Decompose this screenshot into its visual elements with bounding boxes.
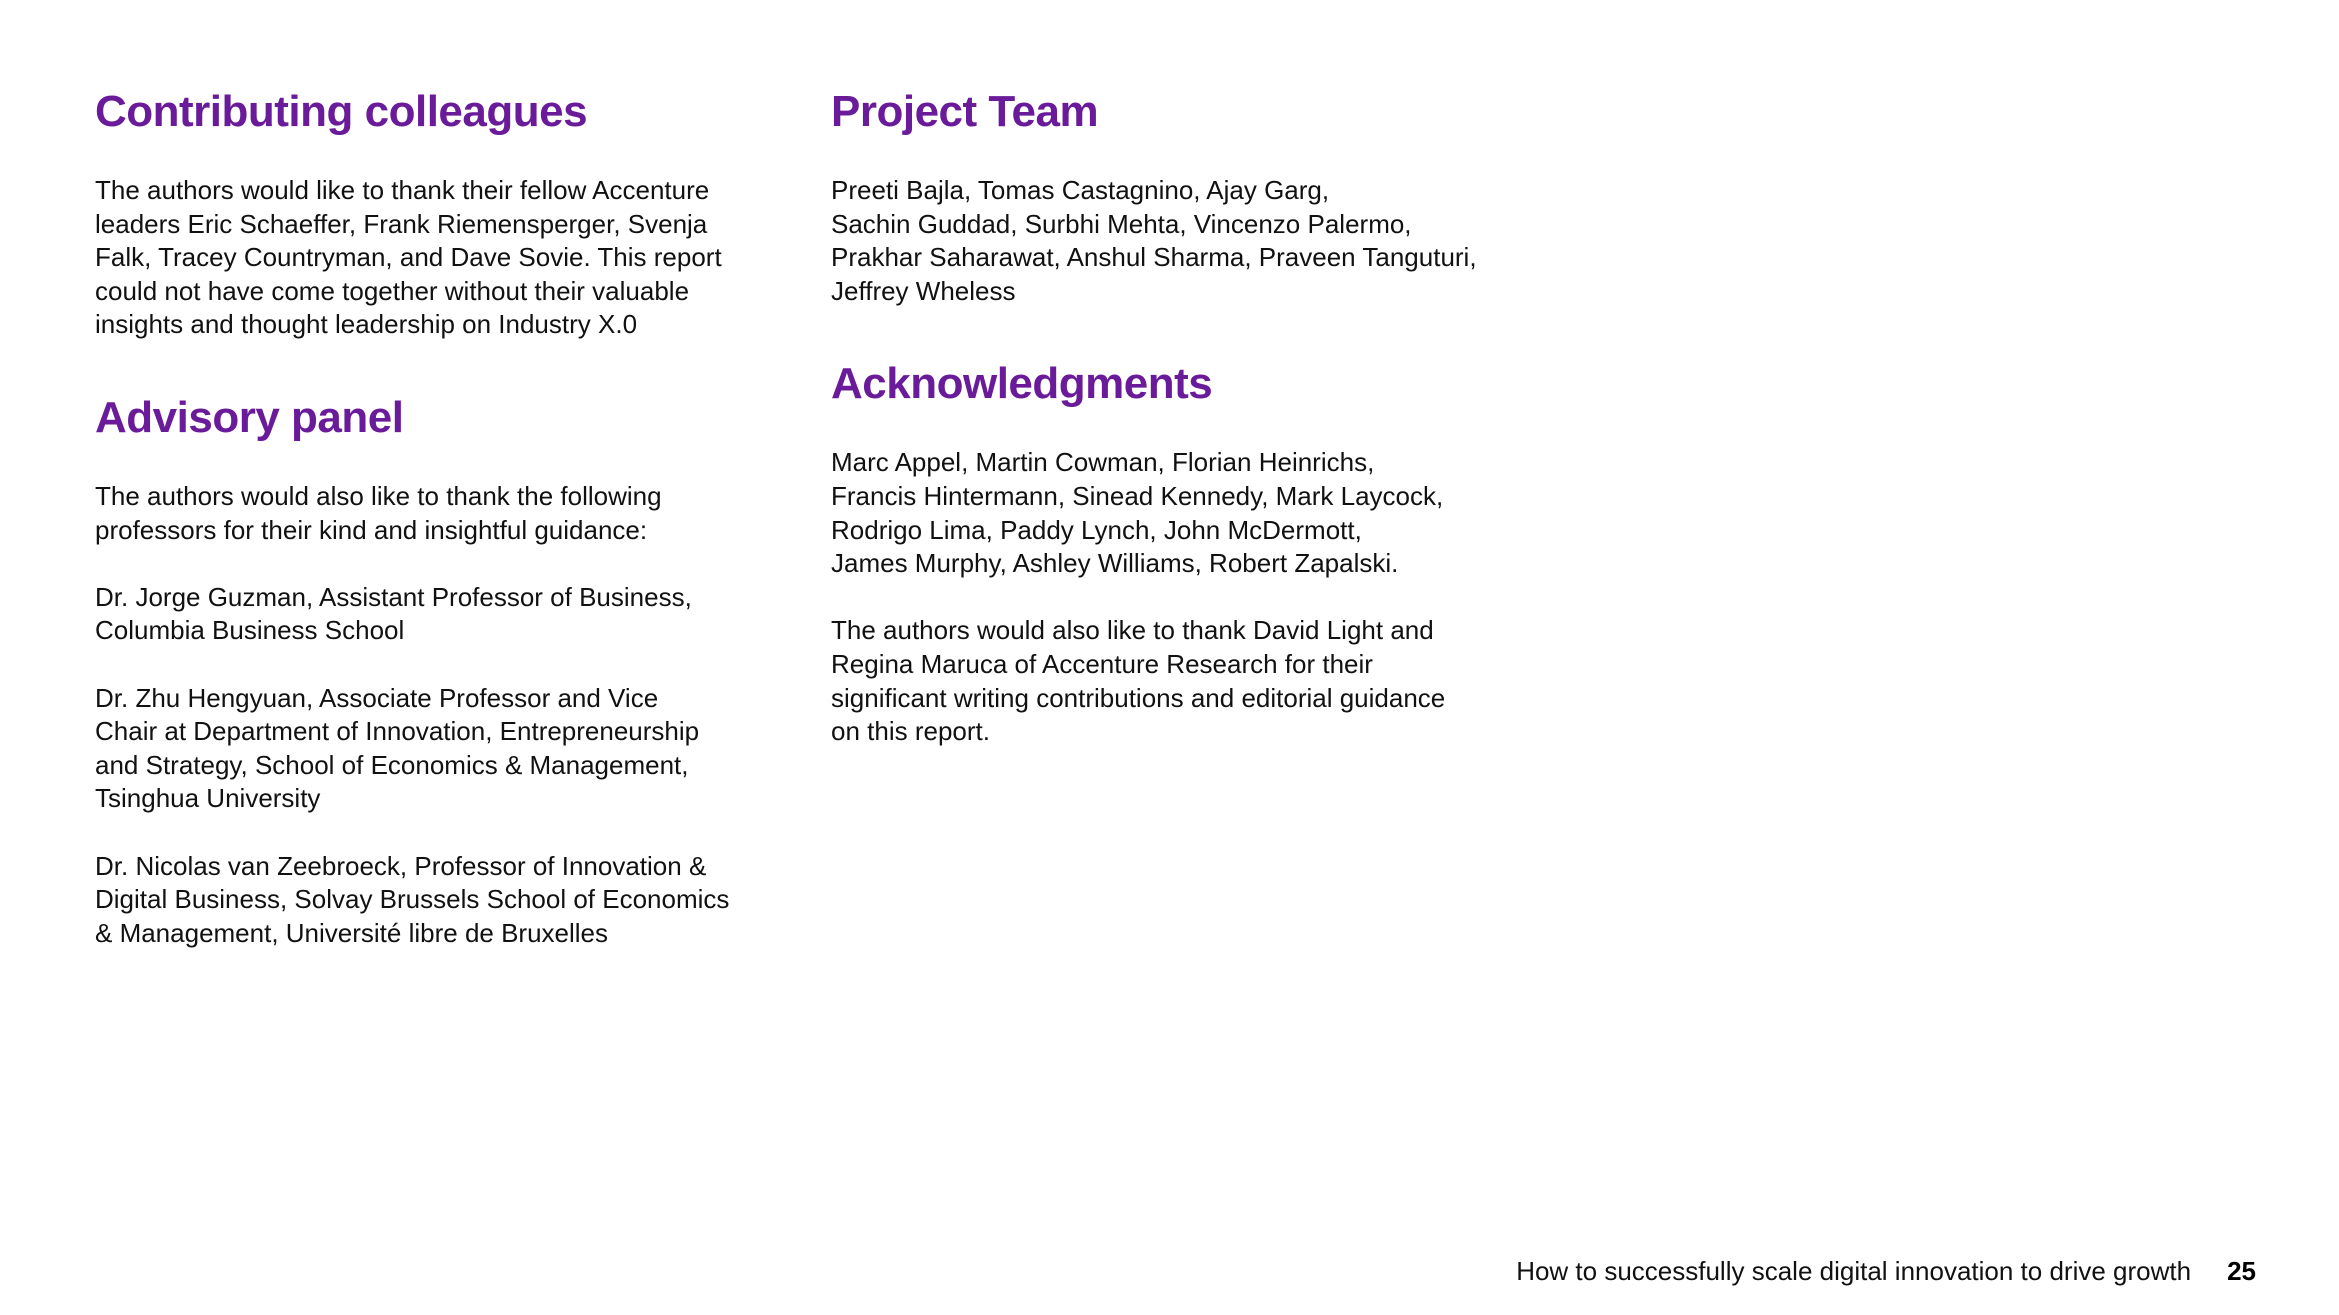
acknowledgments-heading: Acknowledgments (831, 359, 1213, 409)
contributing-colleagues-section (95, 84, 755, 342)
footer-title: How to successfully scale digital innovation to drive growth (1516, 1256, 2192, 1286)
page-footer (1516, 1254, 2256, 1288)
advisory-member: Dr. Nicolas van Zeebroeck, Professor of Innovation & Digital Business, Solvay Brussels School of Economics & Management, Université libre de Bruxelles (95, 850, 730, 948)
advisory-panel-intro: The authors would also like to thank the following professors for their kind and insightful guidance: (95, 480, 662, 545)
left-column (95, 84, 755, 950)
acknowledgments-thanks: The authors would also like to thank David Light and Regina Maruca of Accenture Research for their significant writing contributions and editorial guidance on this report. (831, 615, 1446, 747)
project-team-heading: Project Team (831, 87, 1099, 136)
project-team-text: Preeti Bajla, Tomas Castagnino, Ajay Garg, Sachin Guddad, Surbhi Mehta, Vincenzo Palermo, Prakhar Saharawat, Anshul Sharma, Praveen Tanguturi, Jeffrey Wheless (831, 175, 1477, 306)
advisory-panel-heading: Advisory panel (95, 392, 404, 442)
advisory-member: Dr. Zhu Hengyuan, Associate Professor and Vice Chair at Department of Innovation, Entrepreneurship and Strategy, School of Economics & Management, Tsinghua University (95, 682, 700, 814)
contributing-colleagues-text: The authors would like to thank their fellow Accenture leaders Eric Schaeffer, Frank Riemensperger, Svenja Falk, Tracey Countryman, and Dave Sovie. This report could not have come together without their valuable insights and thought leadership on Industry X.0 (95, 175, 722, 340)
page-number: 25 (2227, 1256, 2256, 1286)
project-team-section (831, 84, 1521, 308)
acknowledgments-names: Marc Appel, Martin Cowman, Florian Heinrichs, Francis Hintermann, Sinead Kennedy, Mark Laycock, Rodrigo Lima, Paddy Lynch, John McDermott, James Murphy, Ashley Williams, Robert Zapalski. (831, 447, 1444, 579)
advisory-member: Dr. Jorge Guzman, Assistant Professor of Business, Columbia Business School (95, 581, 692, 646)
contributing-colleagues-heading: Contributing colleagues (95, 87, 588, 136)
advisory-panel-section (95, 390, 755, 950)
acknowledgments-section (831, 356, 1521, 748)
right-column (831, 84, 1521, 749)
